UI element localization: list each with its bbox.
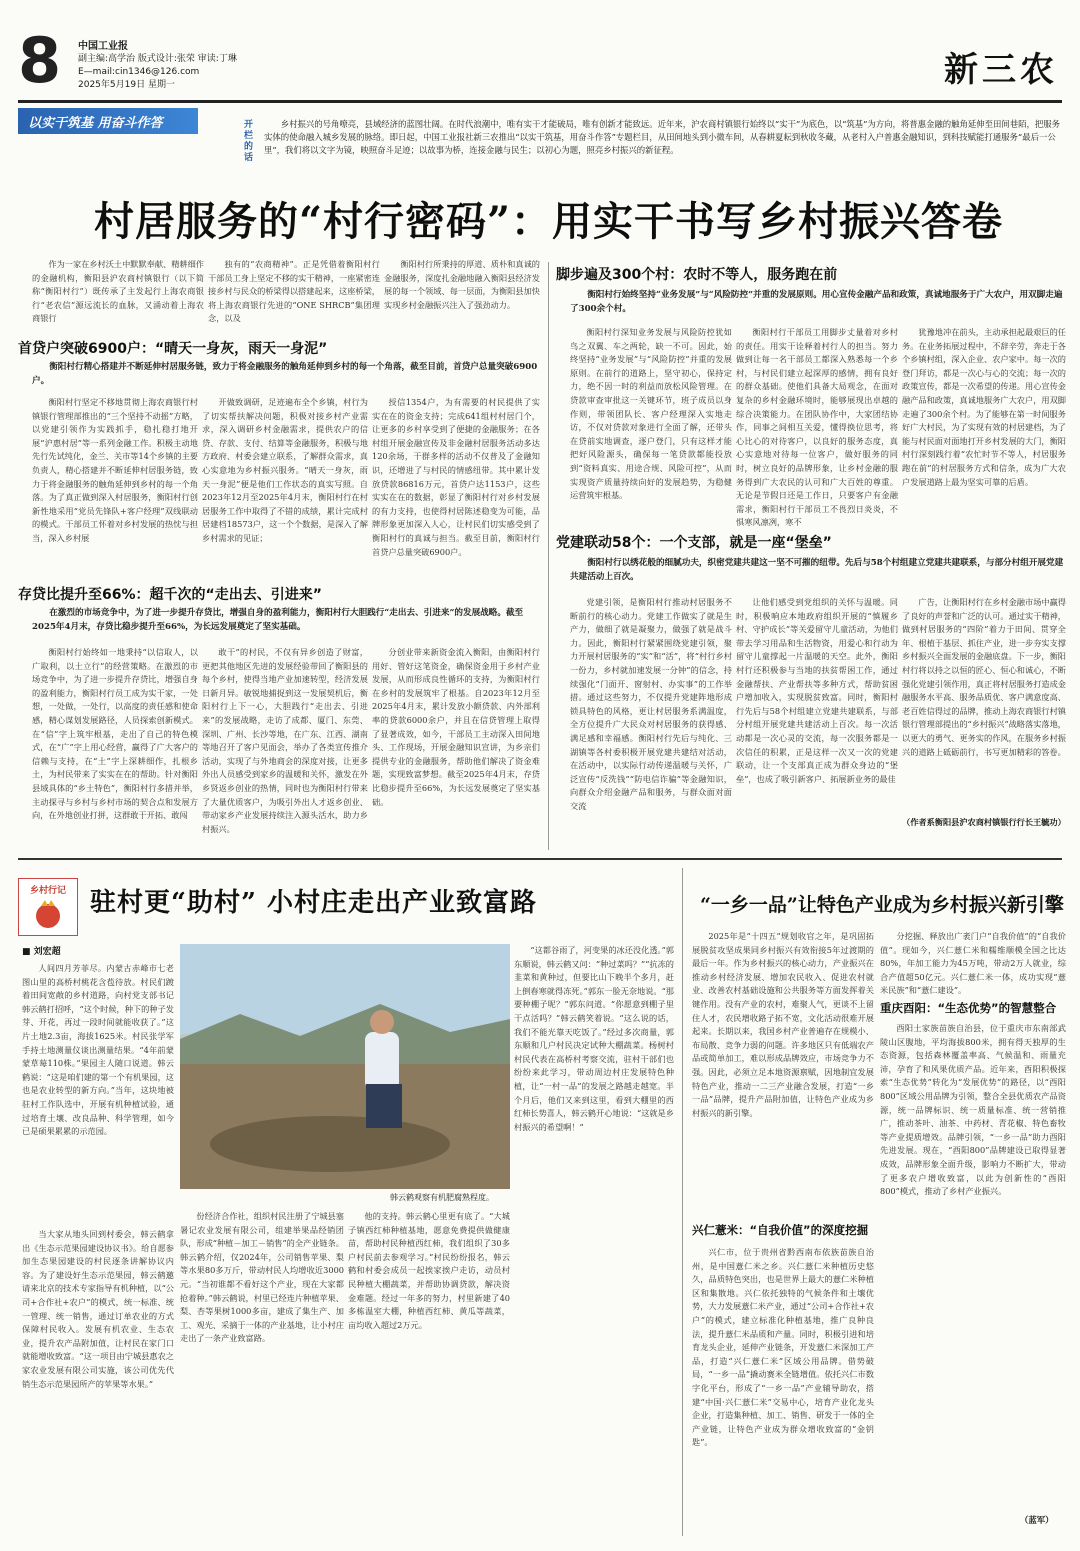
lower-left-col3: 份经济合作社，组织村民注册了宁城县塞暑记农业发展有限公司，组建举果品经销团队，形成“种植－加工－销售”的全产业链条。韩云鹤介绍，仅2024年，公司销售苹果、梨等水果80多万斤，带动村民人均增收近3000元。“当初谁都不看好这个产业，现在大家都抢着种。”韩云鹤说，村里已经连片种植苹果、梨、杏等果树1000多亩，建成了集生产、加工、观光、采摘于一体的产业基地，让小村庄走出了一条产业致富路。	[180, 1211, 344, 1344]
lower-right-sub1: 兴仁薏米：“自我价值”的深度挖掘	[692, 1223, 869, 1237]
lower-left-col1: 人间四月芳菲尽。内蒙古赤峰市七老图山里的高桥村桃花含苞待放。村民们踱着田间宽敞的乡村道路，向村党支部书记韩云鹤打招呼，“这个时候，种下的种子发芽、开花，再过一段时间就能收获了。”这片土地2.3亩，海拔1625米。村民张学军手持土地测量仪谈出测量结果。“4年前蒙蒙草莓110株。”果园主人随口说道。韩云鹤说：“这是咱们建的第一个有机果园，这也是农业转型的新方向。”当年，这块地被驻村工作队选中，开展有机种植试验，通过培育土壤、改良品种、科学管理，如今已是硕果累累的示范园。	[22, 963, 174, 1137]
section4-lead: 衡阳村行以绣花般的细腻功夫，织密党建共建这一坚不可摧的纽带。先后与58个村组建立党建共建联系，与部分村组开展党建共建活动上百次。	[570, 558, 1064, 582]
article-divider	[548, 262, 549, 850]
lower-left-col4: 他的支持。韩云鹤心里更有底了。“大城子镇西红柿种植基地，愿意免费提供做健康苗，帮助村民种植西红柿，我们组织了30多户村民前去参观学习。”村民纷纷报名，韩云鹤和村委会成员一起挨家挨户走访，动员村民种植大棚蔬菜，并帮助协调贷款，解决资金难题。经过一年多的努力，村里新建了40多栋温室大棚，种植西红柿、黄瓜等蔬菜，亩均收入超过2万元。	[348, 1211, 510, 1330]
section2-title: 存贷比提升至66%：超千次的“走出去、引进来”	[18, 587, 322, 603]
section4-title: 党建联动58个：一个支部，就是一座“堡垒”	[556, 535, 832, 551]
rooster-icon	[19, 896, 77, 932]
intro-text: 乡村振兴的号角嘹亮，县域经济的蓝图壮阔。在时代浪潮中，唯有实干才能破局，唯有创新才能致远。近年来，沪农商村镇银行始终以“实干”为底色，以“筑基”为方向，将普惠金融的触角延伸至田间巷陌，把服务实体的使命融入城乡发展的脉络。即日起，中国工业报社新三农推出“以实干筑基，用奋斗作答”专题栏目，从田间地头到小微车间，从春耕夏耘到秋收冬藏，从老村入户普惠金融知识，到科技赋能打通服务“最后一公里”，我们将以文字为镜，映照奋斗足迹；以故事为桥，连接金融与民生；以初心为题，照亮乡村振兴的新征程。	[264, 119, 1061, 155]
section3-col3: 犹豫地冲在前头，主动承担起最艰巨的任务。在业务拓展过程中，不辞辛劳，奔走于各个乡镇村组，深入企业、农户家中。每一次的登门拜访，都是一次心与心的交流；每一次的政策宣传，都是一次希望的传递。用心宣传金融产品和政策，真诚地服务广大农户，用双脚走遍了300余个村。为了能够在第一时间服务好广大村民，为了实现有效的村居建档，为了能与村民面对面地打开乡村发展的大门，衡阳村行深刻践行着“农忙时节不等人，村居服务跑在前”的村居服务方式和信条，成为广大农户发展道路上最为坚实可靠的后盾。	[902, 327, 1066, 487]
lower-right-col3: 兴仁市，位于贵州省黔西南布依族苗族自治州，是中国薏仁米之乡。兴仁薏仁米种植历史悠久，品质特色突出，也是世界上最大的薏仁米种植区和集散地。兴仁依托独特的气候条件和土壤优势，大力发展薏仁米产业，通过“公司+合作社+农户”的模式，建立标准化种植基地，推广良种良法，提升薏仁米品质和产量。同时，积极引进和培育龙头企业，延伸产业链条，开发薏仁米深加工产品，打造“兴仁薏仁米”区域公用品牌。借势破局，“一乡一品”撬动赛米全链增值。依托兴仁市数字化平台，形成了“一乡一品”产业辅导助农，搭建“中国·兴仁薏仁米”交易中心，培育产业化龙头企业，打造集种植、加工、销售、研发于一体的全产业链，让特色产业成为群众增收致富的“金钥匙”。	[692, 1247, 874, 1448]
photo-scene	[180, 944, 510, 1189]
badge-label: 乡村行记	[29, 886, 66, 896]
lower-right-col4: 酉阳土家族苗族自治县，位于重庆市东南部武陵山区腹地，平均海拔800米，拥有得天独厚的生态资源，包括森林覆盖率高、气候温和、雨量充沛，孕育了和风果优质产品。近年来，酉阳积极探索“生态优势”转化为“发展优势”的路径，以“酉阳800”区域公用品牌为引领，整合全县优质农产品资源，统一品牌标识、统一质量标准、统一营销推广，推动茶叶、油茶、中药材、青花椒、特色畜牧等产业提质增效。品牌引领，“一乡一品”助力酉阳先进发展。现在，“酉阳800”品牌建设已取得显著成效，品牌形象全面升级，影响力不断扩大，带动了更多农户增收致富，以此为创新性的“酉阳800”模式，推动了乡村产业振兴。	[880, 1023, 1066, 1197]
section2-col1: 衡阳村行始终如一地秉持“以信取人，以广取利，以土立行”的经营策略。在激烈的市场竞争中，为了进一步提升存贷比，增强自身的盈利能力，衡阳村行员工成为实干家，一处想，一处做，一处行，以高度的责任感和使命感，精心谋划发展路径，人员探索创新模式。在“信”字上筑牢根基，走出了自己的特色模式，在“广”字上用心经营，赢得了广大客户的信赖与支持，在“土”字上深耕细作，扎根乡土，为村民带来了实实在在的帮助。针对衡阳县域具体的“乡土特色”，衡阳村行多措并举，主动探寻与乡村与乡村市场的契合点和发展方向，在外地创业打拼，这群敢于开拓、敢闯	[32, 647, 198, 821]
lower-right-col1: 2025年是“十四五”规划收官之年，是巩固拓展脱贫攻坚成果同乡村振兴有效衔接5年过渡期的最后一年。作为乡村振兴的核心动力，产业振兴在推动乡村经济发展、增加农民收入、促进农村就业、改善农村基础设施和公共服务等方面发挥着关键作用。没有产业的农村，难聚人气，更谈不上留住人才，农民增收路子拓不宽，文化活动很难开展起来。长期以来，我国乡村产业普遍存在规模小、布局散、竞争力弱的问题。许多地区只有低端农产品或简单加工，难以形成品牌效应，市场竞争力不强。因此，必须立足本地资源禀赋，因地制宜发展特色产业，推动一二三产业融合发展，打造“一乡一品”品牌，提升产品附加值，让特色产业成为乡村振兴的新引擎。	[692, 931, 874, 1118]
section4-col1: 党建引领，是衡阳村行推动村居服务不断前行的核心动力。党建工作做实了就是生产力，做细了就是凝聚力，做强了就是战斗力。因此，衡阳村行紧紧围绕党建引领，聚力开展村居服务的“实”和“活”，将“村行乡村一份力，乡村就加速发展一分钟”的信念，持续强化“门面开、窗射村、办实事”的工作举措。通过这些努力，不仅提升党建阵地形成锁具特色的风格，更让村居服务系满温度，全方位提升广大民众对村居服务的获得感、满足感和幸福感。衡阳村行先后与纯化、三湖镇等各村委积极开展党建共建结对活动，在活动中，以实际行动传递温暖与关怀，广泛宣传“反洗钱”“防电信诈骗”等金融知识，向群众介绍金融产品和服务，与群众面对面交流	[570, 597, 732, 811]
section2-lead: 在激烈的市场竞争中，为了进一步提升存贷比，增强自身的盈利能力，衡阳村行大胆践行“走出去、引进来”的发展战略。截至2025年4月末，存贷比稳步提升至66%，为长远发展奠定了坚实基础。	[32, 608, 524, 632]
section1-col2: 开做致调研，足迹遍布全个乡镇，村行为了切实帮扶解决问题，积极对接乡村产业需求，深入调研乡村金融需求，提供农户的信贷、存款、支付、结算等金融服务，积极与地方政府、村委会建立联系，了解群众需求，真心实意地为乡村振兴服务。“晴天一身灰，雨天一身泥”便是他们工作状态的真实写照。自2023年12月至2025年4月末，衡阳村行在村居服务工作中取得了不错的成绩，累计完成村居建档18573户，这一个个数据，是深入了解乡村需求的见证；	[202, 397, 368, 543]
section3-col2: 衡阳村行干部员工用脚步丈量着对乡村的责任。用实干诠释着村行人的担当。努力做到让每一名干部员工都深入熟悉每一个乡村，与村民们建立起深厚的感情，拥有良好的群众基础。使他们具备大局观念，在面对复杂的乡村金融环境时，能够展现出卓越的综合决策能力。在团队协作中，大家团结协作，同事之间相互关爱，懂得换位思考，将心比心的对待客户，以良好的服务态度，真心实意地对待每一位客户，做好服务的同时，树立良好的品牌形象，让乡村金融的服务得到广大农民的认可和广大百姓的尊重。无论是节假日还是工作日，只要客户有金融需求，衡阳村行干部员工不畏烈日炎炎，不惧寒风凛冽，寒不	[736, 327, 898, 528]
paper-name: 中国工业报	[78, 41, 128, 52]
column-slogan: 以实干筑基 用奋斗作答	[18, 108, 198, 134]
photo-caption: 韩云鹤观察有机肥腐熟程度。	[390, 1193, 494, 1202]
section-title: 新三农	[944, 50, 1058, 90]
masthead-info	[78, 40, 237, 92]
top-rule	[18, 100, 1062, 103]
lower-right-sub2: 重庆酉阳：“生态优势”的智慧整合	[880, 1001, 1057, 1015]
section1-col1: 衡阳村行坚定不移地贯彻上海农商银行村镇银行管理部推出的“三个坚持不动摇”方略，以党建引领作为实践抓手，稳扎稳打地开展“沪惠村居”等一系列金融工作。积极主动地先行先试纯化，金兰、关市等14个乡镇的主要负责人，精心搭建并不断延伸村居服务链，致力于将金融服务的触角延伸到乡村的每一个角落。为了真正做到深入村居服务，衡阳村行创新性地采用“党员先锋队+客户经理”双线联动的模式。干部员工怀着对乡村发展的热忱与担当，深入乡村展	[32, 397, 198, 543]
editors: 副主编:高学治 版式设计:张荣 审读:丁琳	[78, 54, 237, 64]
issue-date: 2025年5月19日 星期一	[78, 80, 175, 90]
lower-left-author: ■ 刘宏超	[22, 947, 61, 957]
page-number: 8	[18, 24, 62, 97]
news-photo	[180, 944, 510, 1189]
column-badge	[18, 878, 78, 936]
section3-col1: 衡阳村行深知业务发展与风险防控犹如鸟之双翼、车之两轮，缺一不可。因此，始终坚持“业务发展”与“风险防控”并重的发展原则。在前行的道路上，坚守初心，保持定力，绝不因一时的利益而放松风险管理。在贷款审查审批这一关键环节，班子成员以身作则，带领团队长、客户经理深入实地走访，不仅对贷款对象进行全面了解，还带头在贷前实地调查，逐户登门，只有这样才能把好风险源头，确保每一笔贷款都能投放到“资料真实、用途合规、风险可控”，从而实现资产质量持续向好的发展趋势，为稳健运营筑牢根基。	[570, 327, 732, 501]
lower-left-col5: “这都谷雨了，河变果的冰还没化透。”郭东顺说，韩云鹤又问：“种过菜吗？”“抗冻的韭菜和黄种过，但要比山下晚半个多月，赶上倒春寒就得冻死。”郭东一脸无奈地说。“那要种棚子呢？”郭东问道。“你愿意到棚子里干点活吗？”韩云鹤笑着说。“这么说的话，我们不能光靠天吃饭了。”经过多次商量，郭东顺和几户村民决定试种大棚蔬菜。杨树村村民代表在高桥村考察交流，驻村干部们也纷纷来此学习，带动周边村庄发展特色种植，让“一村一品”的发展之路越走越宽。半个月后，他们又来到这里，看到大棚里的西红柿长势喜人，韩云鹤开心地说：“这就是乡村振兴的希望啊！”	[514, 945, 674, 1132]
section-separator	[18, 858, 1062, 860]
section1-title: 首贷户突破6900户：“晴天一身灰，雨天一身泥”	[18, 341, 328, 357]
article-intro-col3: 衡阳村行所秉持的厚道、质朴和真诚的金融服务，深度扎金融地融入衡阳县经济发展的每一个领域、每一层面，为衡阳县加快实现乡村金融振兴注入了强劲动力。	[384, 259, 540, 310]
email: E—mail:cin1346@126.com	[78, 67, 200, 77]
lower-right-col2: 分挖掘、释放出广袤门户“自我价值”的“自我价值”。现如今，兴仁薏仁米和糯维顺模全国之比达80%，年加工能力为45万吨，带动2万人就业，综合产值超50亿元。兴仁薏仁米一体，成功实现“薏米民族”和“薏仁建设”。	[880, 931, 1066, 996]
lower-right-byline: （蓝军）	[1020, 1515, 1054, 1525]
section2-col2: 敢干”的村民，不仅有异乡创造了财富，更把其他地区先进的发展经验带回了衡阳县的每个乡村，使得当地产业加速转型，经济发展日新月异。敏锐地捕捉到这一发展契机后，衡阳村行上下一心，大胆践行“走出去、引进来”的发展战略，走访了成都、厦门、东莞、深圳、广州、长沙等地，在广东、江西、湖南等地召开了客户见面会，举办了各类宣传推介活动，实现了与外地商会的深度对接，让更多外出人员感受到家乡的温暖和关怀，激发在外乡贤返乡创业的热情，同时也为衡阳村行带来了大量优质客户，为吸引外出人才返乡创业、带动家乡产业发展持续注入源头活水，助力乡村振兴。	[202, 647, 368, 834]
section2-col3: 分创业带来新资金流入衡阳，由衡阳村行用好、管好这笔资金，确保资金用于乡村产业发展，从而形成良性循环的支持，为衡阳村行在乡村的发展筑牢了根基。自2023年12月至2025年4月末，累计发放小额贷款、内外部利率的贷款6000余户，并且在信贷管理上取得了显著成效，如今，干部员工主动深入田间地头、工作现场，开展金融知识宣讲，为乡亲们提供专业的金融服务，帮助他们解决了资金难题，实现致富梦想。截至2025年4月末，存贷比稳步提升至66%，为长远发展奠定了坚实基础。	[372, 647, 540, 807]
article-intro-col2: 独有的“农商精神”。正是凭借着衡阳村行干部员工身上坚定不移的实干精神，一座紧密连接乡村与民众的桥梁得以搭建起来，这座桥梁，将上海农商银行先进的“ONE SHRCB”集团理念，以及	[208, 259, 380, 324]
lower-left-title: 驻村更“助村” 小村庄走出产业致富路	[90, 888, 537, 918]
lower-right-title: “一乡一品”让特色产业成为乡村振兴新引擎	[700, 894, 1064, 916]
section4-col2: 让他们感受到党组织的关怀与温暖。同时，积极响应本地政府组织开展的“慎履乡村、守护成长”等关爱留守儿童活动，为他们带去学习用品和生活物资，用爱心和行动为留守儿童撑起一片温暖的天空。此外，衡阳村行还积极参与当地的扶贫帮困工作，通过金融帮扶、产业帮扶等多种方式，帮助贫困户增加收入，实现脱贫致富。同时，衡阳村行先后与58个村组建立党建共建联系，与部分村组开展党建共建活动上百次。每一次活动都是一次心灵的交流，每一次服务都是一次信任的积累，正是这样一次又一次的党建联动，让一个支部真正成为群众身边的“堡垒”，也成了吸引新客户、拓展新业务的最佳	[736, 597, 898, 784]
lower-left-col2: 当大家从地头回到村委会，韩云鹤拿出《生态示范果园建设协议书》。给自愿参加生态果园建设的村民逐条讲解协议内容。为了建设好生态示范果园，韩云鹤邀请来北京的技术专家指导有机种植，以“公司+合作社+农户”的模式，统一标准、统一管理、统一销售，通过订单农业的方式保障村民收入。发展有机农业、生态农业，提升农产品附加值，让村民在家门口就能增收致富。“这一项目由宁城县惠农之家农业发展有限公司实施，该公司优先代销生态示范果园所产的苹果等水果。”	[22, 1229, 174, 1389]
section4-col3: 广告，让衡阳村行在乡村金融市场中赢得了良好的声誉和广泛的认可。通过实干精神，做到村居服务的“四阶”着力于田间、贯穿全年、根植于基层、抓住产业，进一步夯实支撑乡村振兴全面发展的金融底盘。下一步，衡阳村行将以持之以恒的匠心、恒心和诚心，不断强化党建引领作用，真正将村居服务打造成金融服务水平高、服务品质优、客户满意度高、老百姓信得过的品牌，推动上海农商银行村镇银行管理部提出的“乡村振兴”战略落实落地，以更大的勇气、更务实的作风，在服务乡村振兴的道路上砥砺前行，书写更加精彩的答卷。	[902, 597, 1066, 757]
section1-lead: 衡阳村行精心搭建并不断延伸村居服务链，致力于将金融服务的触角延伸到乡村的每一个角落，截至目前，首贷户总量突破6900户。	[32, 362, 538, 386]
main-headline: 村居服务的“村行密码”：用实干书写乡村振兴答卷	[94, 198, 1004, 245]
section1-col3: 授信1354户，为有需要的村民提供了实实在在的资金支持；完成641组村村居门个，让更多的乡村享受到了便捷的金融服务；在各村组开展金融宣传及非金融村居服务活动多达120余场，干群多样的活动不仅普及了金融知识，还增进了与村民的情感纽带。其中累计发放贷款86816万元，首贷户达1153户，这些实实在在的数据，彰显了衡阳村行对乡村发展的有力支持，也使得村居陈述稳变为可能，品牌形象更加深入人心，让村民们切实感受到了衡阳村行的真诚与担当。截至目前，衡阳村行首贷户总量突破6900户。	[372, 397, 540, 557]
author-name: 刘宏超	[33, 947, 61, 957]
intro-tag: 开栏的话	[244, 120, 254, 163]
lower-divider	[682, 868, 683, 1536]
article-byline: （作者系衡阳县沪农商村镇银行行长王毓功）	[902, 817, 1066, 827]
section3-lead: 衡阳村行始终坚持“业务发展”与“风险防控”并重的发展原则。用心宣传金融产品和政策，真诚地服务于广大农户，用双脚走遍了300余个村。	[570, 290, 1063, 314]
article-intro-col1: 作为一家在乡村沃土中默默奉献、精耕细作的金融机构，衡阳县沪农商村镇银行（以下简称“衡阳村行”）既传承了主发起行上海农商银行“老农信”源远流长的血脉，又涌动着上海农商银行	[32, 259, 204, 324]
section3-title: 脚步遍及300个村：农时不等人，服务跑在前	[556, 267, 838, 283]
